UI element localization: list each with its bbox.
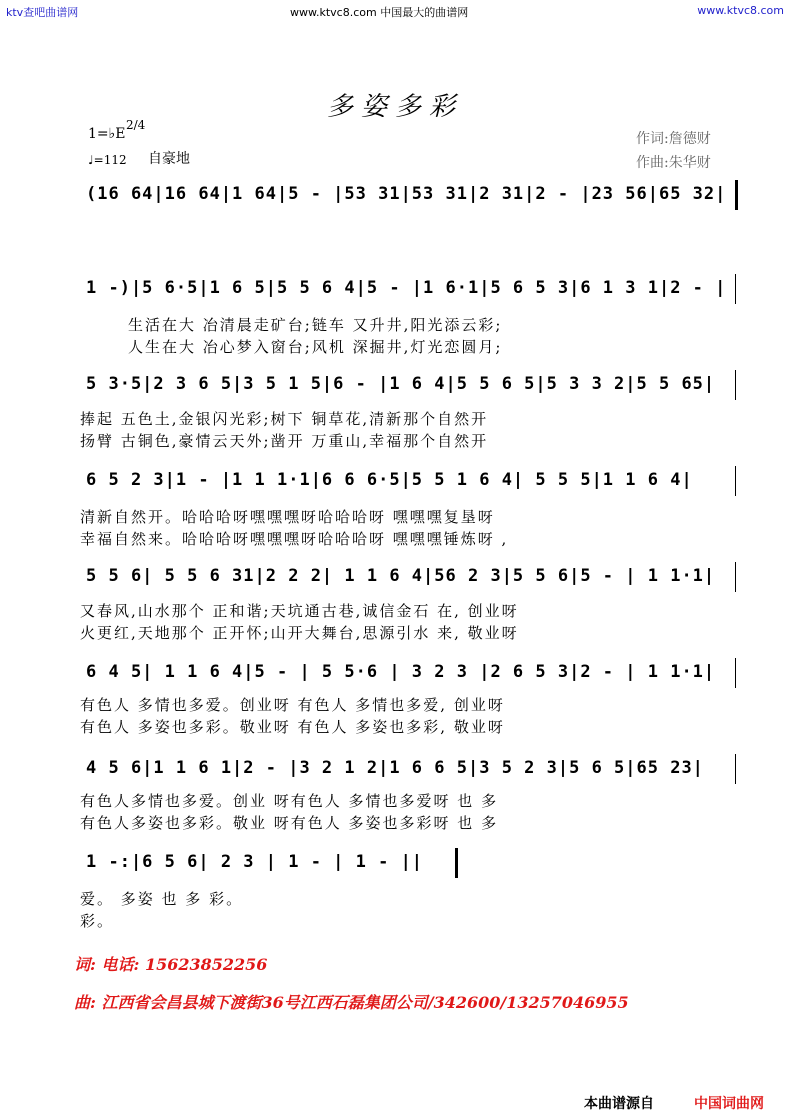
header-right-watermark: www.ktvc8.com bbox=[697, 4, 784, 17]
lyrics-verse-1: 清新自然开。哈哈哈呀嘿嘿嘿呀哈哈哈呀 嘿嘿嘿复垦呀 bbox=[80, 508, 495, 526]
contact-address: 曲: 江西省会昌县城下渡街36号江西石磊集团公司/342600/13257046955 bbox=[74, 993, 629, 1012]
notes-line: 5 5 6| 5 5 6 31|2 2 2| 1 1 6 4|56 2 3|5 5 6|5 - | 1 1·1| bbox=[86, 566, 716, 586]
notes-line: 4 5 6|1 1 6 1|2 - |3 2 1 2|1 6 6 5|3 5 2 3|5 6 5|65 23| bbox=[86, 758, 704, 778]
notes-line: 6 5 2 3|1 - |1 1 1·1|6 6 6·5|5 5 1 6 4| 5 5 5|1 1 6 4| bbox=[86, 470, 693, 490]
lyrics-verse-1: 有色人多情也多爱。创业 呀有色人 多情也多爱呀 也 多 bbox=[80, 792, 499, 810]
header-left-watermark: ktv查吧曲谱网 bbox=[6, 6, 79, 19]
system-bar bbox=[735, 754, 736, 784]
contact-phone: 词: 电话: 15623852256 bbox=[74, 955, 268, 974]
tempo-mark: ♩=112 bbox=[88, 153, 127, 167]
system-bar bbox=[735, 180, 738, 210]
lyrics-verse-1: 捧起 五色土,金银闪光彩;树下 铜草花,清新那个自然开 bbox=[80, 410, 489, 428]
system-bar bbox=[735, 658, 736, 688]
notes-line: 5 3·5|2 3 6 5|3 5 1 5|6 - |1 6 4|5 5 6 5|5 3 3 2|5 5 65| bbox=[86, 374, 716, 394]
system-bar bbox=[735, 274, 736, 304]
lyrics-verse-2: 彩。 bbox=[80, 912, 115, 930]
lyrics-verse-1: 生活在大 冶清晨走矿台;链车 又升井,阳光添云彩; bbox=[128, 316, 503, 334]
composer-credit: 作曲:朱华财 bbox=[636, 155, 711, 171]
system-bar bbox=[735, 562, 736, 592]
lyrics-verse-2: 人生在大 冶心梦入窗台;风机 深掘井,灯光恋圆月; bbox=[128, 338, 503, 356]
notes-line: 6 4 5| 1 1 6 4|5 - | 5 5·6 | 3 2 3 |2 6 5 3|2 - | 1 1·1| bbox=[86, 662, 716, 682]
notes-line: 1 -:|6 5 6| 2 3 | 1 - | 1 - || bbox=[86, 852, 424, 872]
song-title: 多姿多彩 bbox=[326, 92, 463, 122]
system-bar bbox=[735, 466, 736, 496]
footer-source-label: 本曲谱源自 bbox=[584, 1096, 654, 1112]
lyrics-verse-2: 有色人 多姿也多彩。敬业呀 有色人 多姿也多彩, 敬业呀 bbox=[80, 718, 505, 736]
lyrics-verse-2: 扬臂 古铜色,豪情云天外;凿开 万重山,幸福那个自然开 bbox=[80, 432, 489, 450]
header-center-watermark: www.ktvc8.com 中国最大的曲谱网 bbox=[290, 6, 469, 19]
expression-mark: 自豪地 bbox=[148, 151, 190, 167]
time-signature: 2/4 bbox=[126, 118, 146, 132]
notes-line: 1 -)|5 6·5|1 6 5|5 5 6 4|5 - |1 6·1|5 6 5 3|6 1 3 1|2 - | bbox=[86, 278, 727, 298]
key-signature: 1=♭E bbox=[88, 126, 126, 142]
system-bar bbox=[735, 370, 736, 400]
lyrics-verse-2: 幸福自然来。哈哈哈呀嘿嘿嘿呀哈哈哈呀 嘿嘿嘿锤炼呀 , bbox=[80, 530, 509, 548]
footer-site-link[interactable]: 中国词曲网 bbox=[694, 1096, 764, 1112]
lyrics-verse-2: 有色人多姿也多彩。敬业 呀有色人 多姿也多彩呀 也 多 bbox=[80, 814, 499, 832]
lyrics-verse-1: 又春风,山水那个 正和谐;天坑通古巷,诚信金石 在, 创业呀 bbox=[80, 602, 519, 620]
lyrics-verse-1: 爱。 多姿 也 多 彩。 bbox=[80, 890, 244, 908]
notes-line: (16 64|16 64|1 64|5 - |53 31|53 31|2 31|2 - |23 56|65 32| bbox=[86, 184, 727, 204]
lyricist-credit: 作词:詹德财 bbox=[636, 131, 711, 147]
lyrics-verse-2: 火更红,天地那个 正开怀;山开大舞台,思源引水 来, 敬业呀 bbox=[80, 624, 519, 642]
lyrics-verse-1: 有色人 多情也多爱。创业呀 有色人 多情也多爱, 创业呀 bbox=[80, 696, 505, 714]
final-bar bbox=[455, 848, 458, 878]
